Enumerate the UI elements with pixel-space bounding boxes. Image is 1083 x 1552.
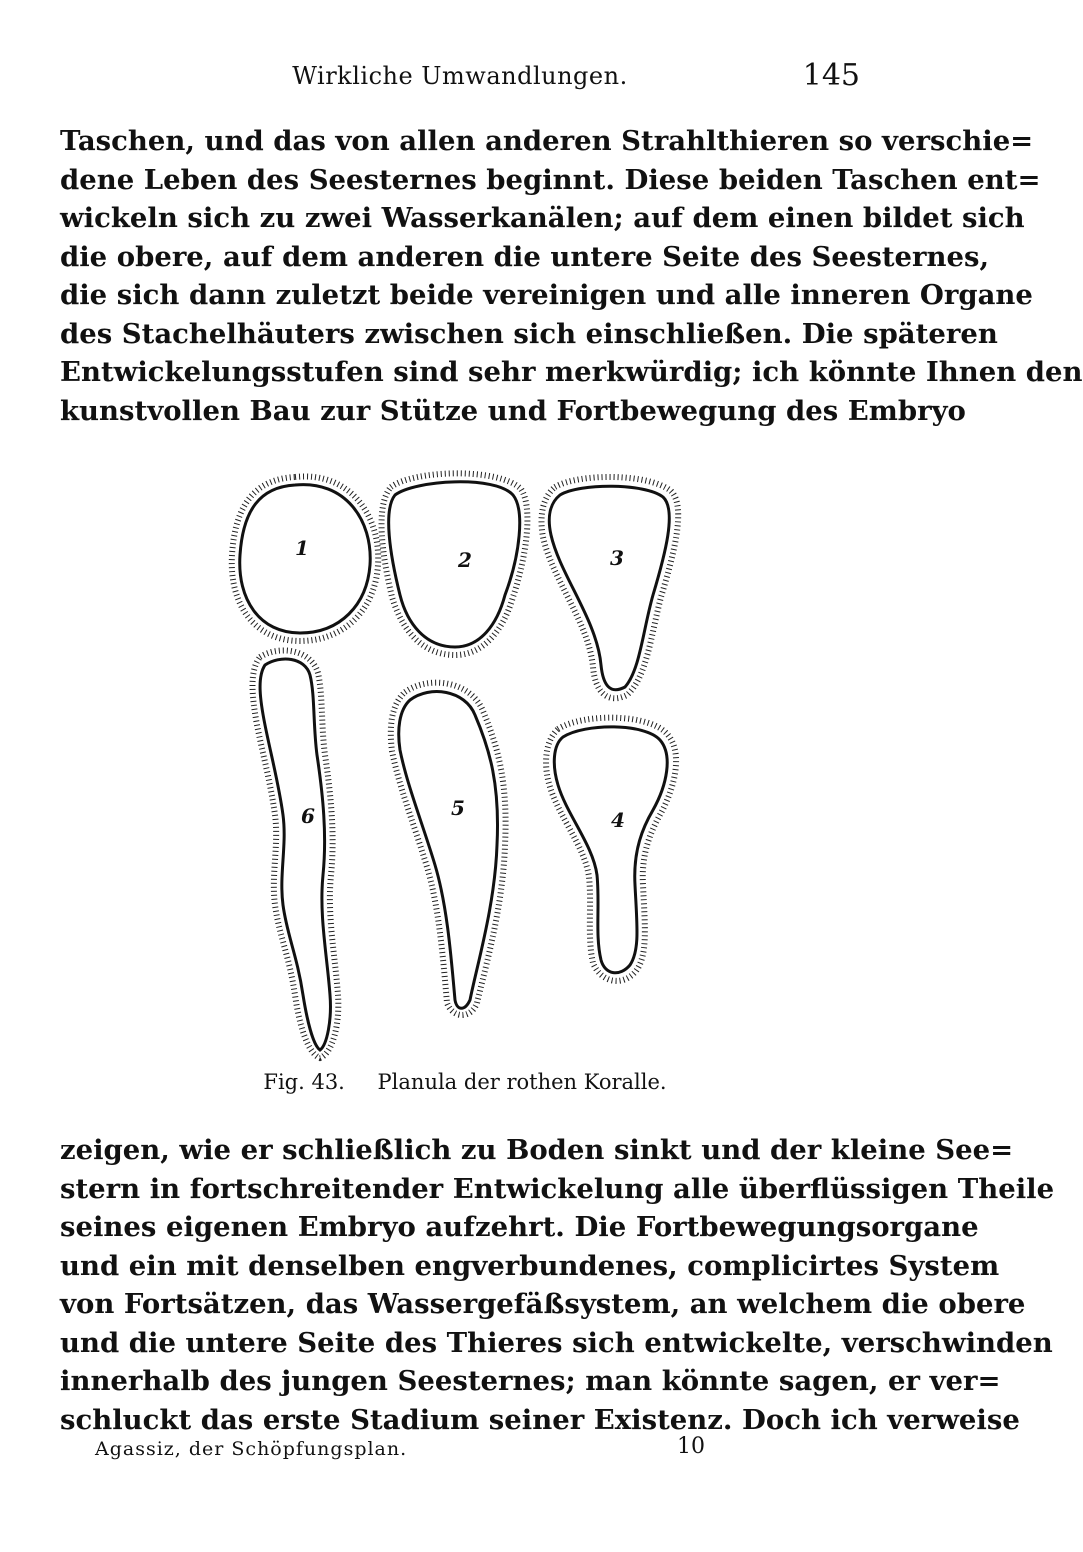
text-line: innerhalb des jungen Seesternes; man könnte sagen, er ver= (60, 1365, 1001, 1397)
text-line: Entwickelungsstufen sind sehr merkwürdig; ich könnte Ihnen den (60, 356, 1083, 388)
text-line: schluckt das erste Stadium seiner Existenz. Doch ich verweise (60, 1403, 1020, 1436)
figure-label-6: 6 (301, 804, 315, 828)
text-line: wickeln sich zu zwei Wasserkanälen; auf dem einen bildet sich (60, 202, 1025, 234)
running-title: Wirkliche Umwandlungen. (292, 62, 628, 90)
body-text-bottom (60, 1131, 1055, 1439)
figure-label-1: 1 (295, 536, 309, 560)
text-line: und die untere Seite des Thieres sich entwickelte, verschwinden (60, 1326, 1053, 1359)
text-line: kunstvollen Bau zur Stütze und Fortbewegung des Embryo (60, 394, 966, 427)
text-line: stern in fortschreitender Entwickelung alle überflüssigen Theile (60, 1172, 1055, 1205)
text-line: und ein mit denselben engverbundenes, complicirtes System (60, 1249, 1000, 1282)
planula-illustration (215, 455, 715, 1065)
running-head (60, 58, 860, 98)
text-line: des Stachelhäuters zwischen sich einschließen. Die späteren (60, 317, 998, 350)
figure-label-5: 5 (451, 796, 465, 820)
text-line: zeigen, wie er schließlich zu Boden sinkt und der kleine See= (60, 1134, 1014, 1166)
planula-stage-5-outline (399, 692, 498, 1009)
sheet-number: 10 (677, 1434, 705, 1459)
figure-label-3: 3 (610, 546, 624, 570)
planula-stage-2-outline (389, 482, 520, 647)
text-line: dene Leben des Seesternes beginnt. Diese beiden Taschen ent= (60, 163, 1041, 196)
figure-caption-text: Planula der rothen Koralle. (377, 1070, 667, 1094)
figure-label-4: 4 (611, 808, 625, 832)
text-line: von Fortsätzen, das Wassergefäßsystem, an welchem die obere (60, 1288, 1026, 1320)
text-line: Taschen, und das von allen anderen Strahlthieren so verschie= (60, 125, 1034, 157)
figure-caption-label: Fig. 43. (263, 1070, 345, 1094)
planula-stage-6-outline (260, 659, 330, 1050)
text-line: seines eigenen Embryo aufzehrt. Die Fortbewegungsorgane (60, 1211, 979, 1243)
page-footer (95, 1434, 795, 1464)
figure-label-2: 2 (458, 548, 472, 572)
text-line: die sich dann zuletzt beide vereinigen und alle inneren Organe (60, 279, 1033, 311)
figure-caption (0, 1070, 930, 1094)
planula-stage-3-outline (549, 486, 669, 690)
planula-stage-4-outline (554, 727, 667, 973)
footer-signature: Agassiz, der Schöpfungsplan. (95, 1438, 408, 1460)
text-line: die obere, auf dem anderen die untere Seite des Seesternes, (60, 240, 990, 273)
page-number: 145 (802, 58, 860, 93)
figure-43-planula (215, 455, 715, 1065)
body-text-top (60, 122, 1083, 430)
